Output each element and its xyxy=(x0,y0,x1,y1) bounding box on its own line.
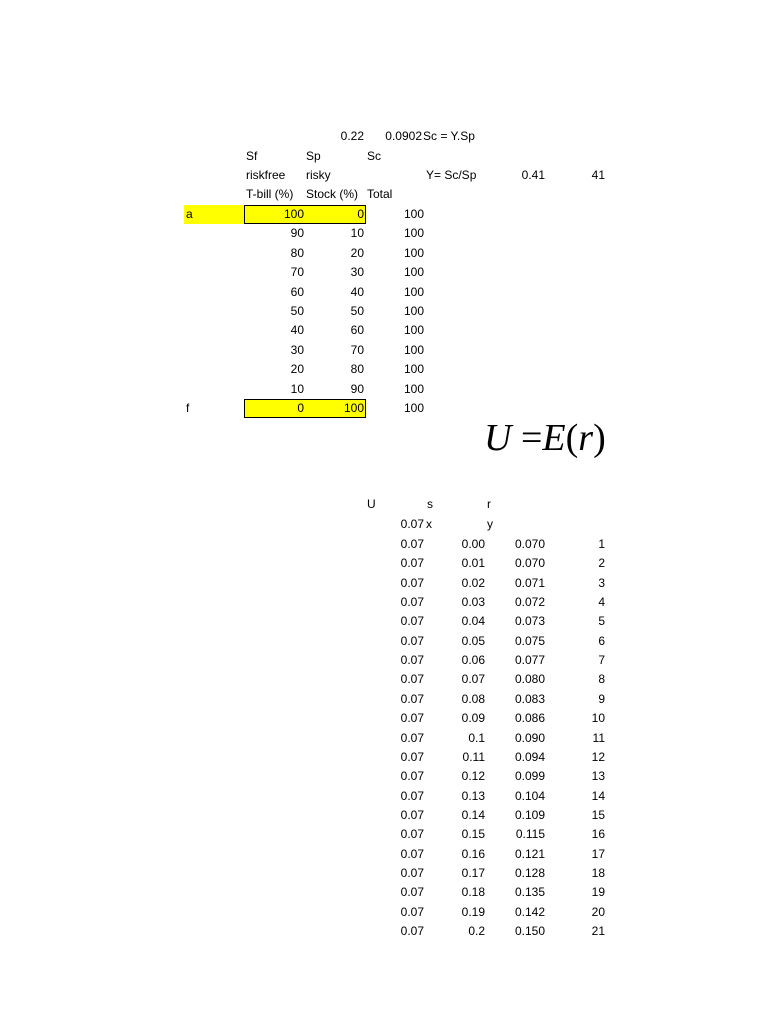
util-s-cell[interactable]: 0.05 xyxy=(461,634,485,648)
stock-cell[interactable]: 50 xyxy=(350,304,364,318)
util-u-cell[interactable]: 0.07 xyxy=(400,750,424,764)
util-s-cell[interactable]: 0.12 xyxy=(461,769,485,783)
util-sub-u[interactable]: 0.07 xyxy=(400,517,424,531)
header-riskfree[interactable]: riskfree xyxy=(246,168,286,182)
util-s-cell[interactable]: 0.04 xyxy=(461,614,485,628)
stock-cell[interactable]: 0 xyxy=(357,207,364,221)
tbill-cell[interactable]: 60 xyxy=(290,285,304,299)
util-s-cell[interactable]: 0.18 xyxy=(461,885,485,899)
header-sf[interactable]: Sf xyxy=(246,149,258,163)
util-index-cell[interactable]: 8 xyxy=(598,672,605,686)
util-s-cell[interactable]: 0.17 xyxy=(461,866,485,880)
util-header-u[interactable]: U xyxy=(367,497,376,511)
formula-e: E xyxy=(542,417,566,459)
tbill-cell[interactable]: 10 xyxy=(290,382,304,396)
util-s-cell[interactable]: 0.19 xyxy=(461,905,485,919)
formula-u: U xyxy=(484,417,512,459)
stock-cell[interactable]: 30 xyxy=(350,265,364,279)
util-s-cell[interactable]: 0.14 xyxy=(461,808,485,822)
util-s-cell[interactable]: 0.06 xyxy=(461,653,485,667)
util-index-cell[interactable]: 4 xyxy=(598,595,605,609)
util-index-cell[interactable]: 11 xyxy=(592,731,605,745)
row-label[interactable]: f xyxy=(186,401,190,415)
util-u-cell[interactable]: 0.07 xyxy=(400,634,424,648)
util-index-cell[interactable]: 14 xyxy=(591,789,605,803)
util-u-cell[interactable]: 0.07 xyxy=(400,905,424,919)
util-index-cell[interactable]: 3 xyxy=(598,576,605,590)
util-u-cell[interactable]: 0.07 xyxy=(400,556,424,570)
util-header-r[interactable]: r xyxy=(487,497,491,511)
stock-cell[interactable]: 20 xyxy=(350,246,364,260)
util-s-cell[interactable]: 0.11 xyxy=(462,750,485,764)
util-index-cell[interactable]: 19 xyxy=(591,885,605,899)
util-r-cell[interactable]: 0.142 xyxy=(514,905,545,919)
util-s-cell[interactable]: 0.13 xyxy=(461,789,485,803)
util-u-cell[interactable]: 0.07 xyxy=(400,537,424,551)
util-s-cell[interactable]: 0.2 xyxy=(468,924,485,938)
util-u-cell[interactable]: 0.07 xyxy=(400,614,424,628)
util-u-cell[interactable]: 0.07 xyxy=(400,692,424,706)
header-risky[interactable]: risky xyxy=(306,168,331,182)
util-s-cell[interactable]: 0.16 xyxy=(461,847,485,861)
util-u-cell[interactable]: 0.07 xyxy=(400,595,424,609)
tbill-cell[interactable]: 0 xyxy=(297,401,304,415)
formula-eq: = xyxy=(511,417,543,459)
util-r-cell[interactable]: 0.121 xyxy=(514,847,545,861)
util-index-cell[interactable]: 13 xyxy=(591,769,605,783)
util-u-cell[interactable]: 0.07 xyxy=(400,576,424,590)
param-value-1[interactable]: 0.22 xyxy=(340,129,364,143)
tbill-cell[interactable]: 50 xyxy=(290,304,304,318)
formula-paren-close: ) xyxy=(593,417,606,459)
util-r-cell[interactable]: 0.072 xyxy=(514,595,545,609)
util-r-cell[interactable]: 0.071 xyxy=(514,576,545,590)
util-s-cell[interactable]: 0.09 xyxy=(461,711,485,725)
stock-cell[interactable]: 80 xyxy=(350,362,364,376)
util-s-cell[interactable]: 0.00 xyxy=(461,537,485,551)
header-sc[interactable]: Sc xyxy=(367,149,382,163)
util-r-cell[interactable]: 0.109 xyxy=(514,808,545,822)
y-ratio-label[interactable]: Y= Sc/Sp xyxy=(426,168,477,182)
util-r-cell[interactable]: 0.104 xyxy=(514,789,545,803)
stock-cell[interactable]: 70 xyxy=(350,343,364,357)
util-index-cell[interactable]: 20 xyxy=(591,905,605,919)
util-u-cell[interactable]: 0.07 xyxy=(400,808,424,822)
util-r-cell[interactable]: 0.099 xyxy=(514,769,545,783)
util-u-cell[interactable]: 0.07 xyxy=(400,789,424,803)
total-cell[interactable]: 100 xyxy=(403,207,424,221)
y-ratio-percent[interactable]: 41 xyxy=(591,168,605,182)
row-label[interactable]: a xyxy=(186,207,193,221)
util-index-cell[interactable]: 9 xyxy=(598,692,605,706)
util-index-cell[interactable]: 12 xyxy=(591,750,605,764)
util-index-cell[interactable]: 10 xyxy=(591,711,605,725)
util-u-cell[interactable]: 0.07 xyxy=(400,847,424,861)
tbill-cell[interactable]: 90 xyxy=(290,226,304,240)
util-s-cell[interactable]: 0.07 xyxy=(461,672,485,686)
util-r-cell[interactable]: 0.094 xyxy=(514,750,545,764)
formula-r: r xyxy=(578,417,594,459)
util-r-cell[interactable]: 0.073 xyxy=(514,614,545,628)
util-u-cell[interactable]: 0.07 xyxy=(400,653,424,667)
header-total[interactable]: Total xyxy=(367,187,393,201)
util-u-cell[interactable]: 0.07 xyxy=(400,672,424,686)
stock-cell[interactable]: 40 xyxy=(350,285,364,299)
formula-paren-open: ( xyxy=(565,417,579,459)
stock-cell[interactable]: 100 xyxy=(343,401,364,415)
util-r-cell[interactable]: 0.090 xyxy=(514,731,545,745)
tbill-cell[interactable]: 40 xyxy=(290,323,304,337)
tbill-cell[interactable]: 20 xyxy=(290,362,304,376)
stock-cell[interactable]: 60 xyxy=(350,323,364,337)
util-r-cell[interactable]: 0.115 xyxy=(515,827,545,841)
util-r-cell[interactable]: 0.150 xyxy=(514,924,545,938)
util-s-cell[interactable]: 0.03 xyxy=(461,595,485,609)
util-r-cell[interactable]: 0.086 xyxy=(514,711,545,725)
stock-cell[interactable]: 90 xyxy=(350,382,364,396)
tbill-cell[interactable]: 70 xyxy=(290,265,304,279)
util-s-cell[interactable]: 0.15 xyxy=(461,827,485,841)
formula-note[interactable]: Sc = Y.Sp xyxy=(423,129,475,143)
util-index-cell[interactable]: 17 xyxy=(591,847,605,861)
util-u-cell[interactable]: 0.07 xyxy=(400,885,424,899)
util-u-cell[interactable]: 0.07 xyxy=(400,731,424,745)
util-index-cell[interactable]: 1 xyxy=(598,537,605,551)
header-stock[interactable]: Stock (%) xyxy=(306,187,359,201)
total-cell[interactable]: 100 xyxy=(403,401,424,415)
total-cell[interactable]: 100 xyxy=(403,382,424,396)
util-index-cell[interactable]: 5 xyxy=(598,614,605,628)
total-cell[interactable]: 100 xyxy=(403,226,424,240)
util-s-cell[interactable]: 0.02 xyxy=(461,576,485,590)
util-index-cell[interactable]: 18 xyxy=(591,866,605,880)
util-r-cell[interactable]: 0.077 xyxy=(514,653,545,667)
util-r-cell[interactable]: 0.128 xyxy=(514,866,545,880)
util-index-cell[interactable]: 6 xyxy=(598,634,605,648)
util-header-s[interactable]: s xyxy=(427,497,433,511)
tbill-cell[interactable]: 100 xyxy=(283,207,304,221)
total-cell[interactable]: 100 xyxy=(403,362,424,376)
stock-cell[interactable]: 10 xyxy=(350,226,364,240)
util-u-cell[interactable]: 0.07 xyxy=(400,924,424,938)
total-cell[interactable]: 100 xyxy=(403,343,424,357)
util-r-cell[interactable]: 0.080 xyxy=(514,672,545,686)
util-u-cell[interactable]: 0.07 xyxy=(400,711,424,725)
util-s-cell[interactable]: 0.01 xyxy=(461,556,485,570)
total-cell[interactable]: 100 xyxy=(403,246,424,260)
util-u-cell[interactable]: 0.07 xyxy=(400,866,424,880)
util-u-cell[interactable]: 0.07 xyxy=(400,769,424,783)
total-cell[interactable]: 100 xyxy=(403,265,424,279)
total-cell[interactable]: 100 xyxy=(403,304,424,318)
util-r-cell[interactable]: 0.083 xyxy=(514,692,545,706)
util-index-cell[interactable]: 2 xyxy=(598,556,605,570)
header-sp[interactable]: Sp xyxy=(306,149,321,163)
tbill-cell[interactable]: 30 xyxy=(290,343,304,357)
util-s-cell[interactable]: 0.1 xyxy=(468,731,485,745)
util-u-cell[interactable]: 0.07 xyxy=(400,827,424,841)
total-cell[interactable]: 100 xyxy=(403,285,424,299)
util-r-cell[interactable]: 0.135 xyxy=(514,885,545,899)
util-index-cell[interactable]: 21 xyxy=(591,924,605,938)
util-r-cell[interactable]: 0.070 xyxy=(514,556,545,570)
util-r-cell[interactable]: 0.075 xyxy=(514,634,545,648)
util-r-cell[interactable]: 0.070 xyxy=(514,537,545,551)
util-index-cell[interactable]: 7 xyxy=(598,653,605,667)
y-ratio-value[interactable]: 0.41 xyxy=(521,168,545,182)
util-index-cell[interactable]: 15 xyxy=(591,808,605,822)
util-sub-y[interactable]: y xyxy=(487,517,493,531)
util-index-cell[interactable]: 16 xyxy=(591,827,605,841)
util-s-cell[interactable]: 0.08 xyxy=(461,692,485,706)
header-tbill[interactable]: T-bill (%) xyxy=(246,187,294,201)
utility-formula xyxy=(484,414,606,462)
tbill-cell[interactable]: 80 xyxy=(290,246,304,260)
param-value-2[interactable]: 0.0902 xyxy=(385,129,422,143)
total-cell[interactable]: 100 xyxy=(403,323,424,337)
util-sub-x[interactable]: x xyxy=(426,517,432,531)
